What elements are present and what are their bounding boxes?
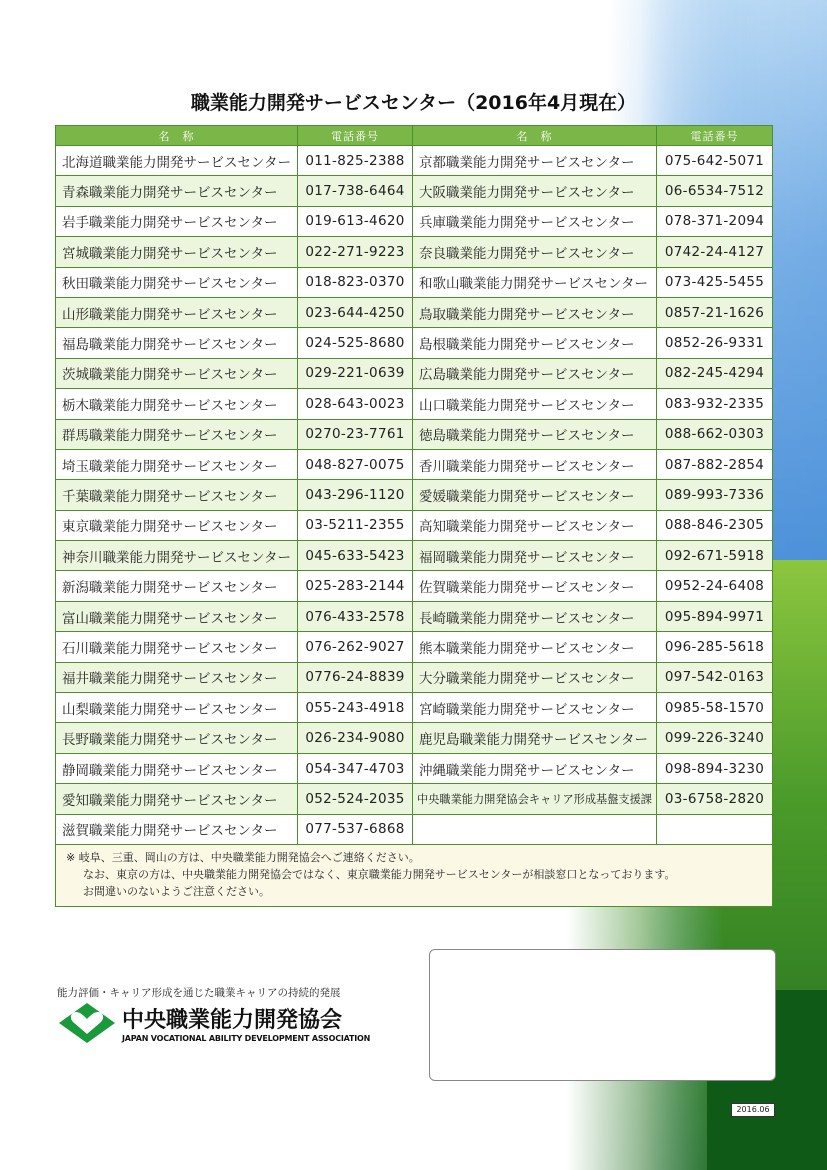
center-name-cell: 埼玉職業能力開発サービスセンター xyxy=(56,449,298,479)
notes-cell xyxy=(56,844,773,906)
table-row xyxy=(56,206,773,236)
table-row xyxy=(56,510,773,540)
phone-number-cell: 03-5211-2355 xyxy=(298,510,413,540)
phone-number-cell: 03-6758-2820 xyxy=(657,784,773,814)
note-line: なお、東京の方は、中央職業能力開発協会ではなく、東京職業能力開発サービスセンターが相談窓口となっております。 xyxy=(83,867,676,881)
center-name-cell: 神奈川職業能力開発サービスセンター xyxy=(56,541,298,571)
column-header-phone: 電話番号 xyxy=(298,126,413,146)
phone-number-cell: 076-433-2578 xyxy=(298,601,413,631)
phone-number-cell: 0742-24-4127 xyxy=(657,237,773,267)
phone-number-cell: 018-823-0370 xyxy=(298,267,413,297)
center-name-cell: 奈良職業能力開発サービスセンター xyxy=(413,237,657,267)
diamond-heart-logo-icon xyxy=(57,1001,117,1045)
phone-number-cell: 043-296-1120 xyxy=(298,480,413,510)
table-row xyxy=(56,389,773,419)
center-name-cell: 沖縄職業能力開発サービスセンター xyxy=(413,753,657,783)
organization-name: 中央職業能力開発協会 xyxy=(122,1008,343,1033)
center-name-cell: 福岡職業能力開発サービスセンター xyxy=(413,541,657,571)
center-name-cell: 長野職業能力開発サービスセンター xyxy=(56,723,298,753)
center-name-cell: 大阪職業能力開発サービスセンター xyxy=(413,176,657,206)
phone-number-cell: 095-894-9971 xyxy=(657,601,773,631)
center-name-cell: 熊本職業能力開発サービスセンター xyxy=(413,632,657,662)
table-body xyxy=(56,146,773,845)
table-row xyxy=(56,176,773,206)
center-name-cell: 滋賀職業能力開発サービスセンター xyxy=(56,814,298,844)
phone-number-cell: 082-245-4294 xyxy=(657,358,773,388)
center-name-cell: 山形職業能力開発サービスセンター xyxy=(56,297,298,327)
center-name-cell: 愛知職業能力開発サービスセンター xyxy=(56,784,298,814)
table-row xyxy=(56,662,773,692)
phone-number-cell: 0952-24-6408 xyxy=(657,571,773,601)
center-name-cell: 福井職業能力開発サービスセンター xyxy=(56,662,298,692)
phone-number-cell xyxy=(657,814,773,844)
phone-number-cell: 0985-58-1570 xyxy=(657,693,773,723)
phone-number-cell: 097-542-0163 xyxy=(657,662,773,692)
table-row xyxy=(56,632,773,662)
center-name-cell: 長崎職業能力開発サービスセンター xyxy=(413,601,657,631)
phone-number-cell: 048-827-0075 xyxy=(298,449,413,479)
phone-number-cell: 017-738-6464 xyxy=(298,176,413,206)
center-name-cell: 富山職業能力開発サービスセンター xyxy=(56,601,298,631)
center-name-cell: 山梨職業能力開発サービスセンター xyxy=(56,693,298,723)
center-name-cell: 徳島職業能力開発サービスセンター xyxy=(413,419,657,449)
center-name-cell: 中央職業能力開発協会キャリア形成基盤支援課 xyxy=(413,784,657,814)
phone-number-cell: 045-633-5423 xyxy=(298,541,413,571)
center-name-cell: 宮城職業能力開発サービスセンター xyxy=(56,237,298,267)
phone-number-cell: 098-894-3230 xyxy=(657,753,773,783)
phone-number-cell: 028-643-0023 xyxy=(298,389,413,419)
center-name-cell: 鹿児島職業能力開発サービスセンター xyxy=(413,723,657,753)
center-name-cell: 鳥取職業能力開発サービスセンター xyxy=(413,297,657,327)
phone-number-cell: 052-524-2035 xyxy=(298,784,413,814)
table-row xyxy=(56,571,773,601)
page-title: 職業能力開発サービスセンター（2016年4月現在） xyxy=(190,92,637,114)
phone-number-cell: 087-882-2854 xyxy=(657,449,773,479)
table-row xyxy=(56,419,773,449)
center-name-cell: 佐賀職業能力開発サービスセンター xyxy=(413,571,657,601)
phone-number-cell: 055-243-4918 xyxy=(298,693,413,723)
center-name-cell: 山口職業能力開発サービスセンター xyxy=(413,389,657,419)
table-row xyxy=(56,237,773,267)
phone-number-cell: 099-226-3240 xyxy=(657,723,773,753)
table-row xyxy=(56,693,773,723)
phone-number-cell: 026-234-9080 xyxy=(298,723,413,753)
table-row xyxy=(56,814,773,844)
service-center-table xyxy=(55,125,773,907)
phone-number-cell: 076-262-9027 xyxy=(298,632,413,662)
center-name-cell xyxy=(413,814,657,844)
table-header-row xyxy=(56,126,773,146)
column-header-name: 名 称 xyxy=(56,126,298,146)
column-header-name: 名 称 xyxy=(413,126,657,146)
phone-number-cell: 06-6534-7512 xyxy=(657,176,773,206)
center-name-cell: 秋田職業能力開発サービスセンター xyxy=(56,267,298,297)
center-name-cell: 岩手職業能力開発サービスセンター xyxy=(56,206,298,236)
center-name-cell: 北海道職業能力開発サービスセンター xyxy=(56,146,298,176)
center-name-cell: 青森職業能力開発サービスセンター xyxy=(56,176,298,206)
center-name-cell: 茨城職業能力開発サービスセンター xyxy=(56,358,298,388)
center-name-cell: 高知職業能力開発サービスセンター xyxy=(413,510,657,540)
center-name-cell: 和歌山職業能力開発サービスセンター xyxy=(413,267,657,297)
center-name-cell: 広島職業能力開発サービスセンター xyxy=(413,358,657,388)
center-name-cell: 宮崎職業能力開発サービスセンター xyxy=(413,693,657,723)
center-name-cell: 京都職業能力開発サービスセンター xyxy=(413,146,657,176)
phone-number-cell: 022-271-9223 xyxy=(298,237,413,267)
phone-number-cell: 088-846-2305 xyxy=(657,510,773,540)
phone-number-cell: 073-425-5455 xyxy=(657,267,773,297)
phone-number-cell: 024-525-8680 xyxy=(298,328,413,358)
address-stamp-box xyxy=(429,949,776,1081)
phone-number-cell: 0852-26-9331 xyxy=(657,328,773,358)
table-row xyxy=(56,723,773,753)
table-row xyxy=(56,449,773,479)
phone-number-cell: 075-642-5071 xyxy=(657,146,773,176)
center-name-cell: 群馬職業能力開発サービスセンター xyxy=(56,419,298,449)
phone-number-cell: 025-283-2144 xyxy=(298,571,413,601)
column-header-phone: 電話番号 xyxy=(657,126,773,146)
center-name-cell: 静岡職業能力開発サービスセンター xyxy=(56,753,298,783)
organization-name-english: JAPAN VOCATIONAL ABILITY DEVELOPMENT ASSOCIATION xyxy=(122,1034,371,1043)
notes-row xyxy=(56,844,773,906)
tagline: 能力評価・キャリア形成を通じた職業キャリアの持続的発展 xyxy=(57,987,341,999)
table-row xyxy=(56,267,773,297)
phone-number-cell: 0270-23-7761 xyxy=(298,419,413,449)
center-name-cell: 兵庫職業能力開発サービスセンター xyxy=(413,206,657,236)
table-row xyxy=(56,541,773,571)
phone-number-cell: 019-613-4620 xyxy=(298,206,413,236)
center-name-cell: 大分職業能力開発サービスセンター xyxy=(413,662,657,692)
phone-number-cell: 054-347-4703 xyxy=(298,753,413,783)
center-name-cell: 福島職業能力開発サービスセンター xyxy=(56,328,298,358)
center-name-cell: 香川職業能力開発サービスセンター xyxy=(413,449,657,479)
phone-number-cell: 029-221-0639 xyxy=(298,358,413,388)
center-name-cell: 新潟職業能力開発サービスセンター xyxy=(56,571,298,601)
center-name-cell: 石川職業能力開発サービスセンター xyxy=(56,632,298,662)
center-name-cell: 千葉職業能力開発サービスセンター xyxy=(56,480,298,510)
phone-number-cell: 083-932-2335 xyxy=(657,389,773,419)
table-row xyxy=(56,601,773,631)
table-row xyxy=(56,358,773,388)
table-row xyxy=(56,784,773,814)
phone-number-cell: 089-993-7336 xyxy=(657,480,773,510)
phone-number-cell: 092-671-5918 xyxy=(657,541,773,571)
phone-number-cell: 088-662-0303 xyxy=(657,419,773,449)
phone-number-cell: 096-285-5618 xyxy=(657,632,773,662)
center-name-cell: 愛媛職業能力開発サービスセンター xyxy=(413,480,657,510)
table-row xyxy=(56,480,773,510)
issue-date-badge: 2016.06 xyxy=(731,1103,775,1117)
table-row xyxy=(56,297,773,327)
phone-number-cell: 077-537-6868 xyxy=(298,814,413,844)
note-line: ※ 岐阜、三重、岡山の方は、中央職業能力開発協会へご連絡ください。 xyxy=(66,850,420,864)
phone-number-cell: 0857-21-1626 xyxy=(657,297,773,327)
center-name-cell: 栃木職業能力開発サービスセンター xyxy=(56,389,298,419)
phone-number-cell: 023-644-4250 xyxy=(298,297,413,327)
phone-number-cell: 011-825-2388 xyxy=(298,146,413,176)
table-row xyxy=(56,328,773,358)
phone-number-cell: 0776-24-8839 xyxy=(298,662,413,692)
phone-number-cell: 078-371-2094 xyxy=(657,206,773,236)
note-line: お間違いのないようご注意ください。 xyxy=(83,884,270,898)
center-name-cell: 東京職業能力開発サービスセンター xyxy=(56,510,298,540)
center-name-cell: 島根職業能力開発サービスセンター xyxy=(413,328,657,358)
table-row xyxy=(56,753,773,783)
table-row xyxy=(56,146,773,176)
